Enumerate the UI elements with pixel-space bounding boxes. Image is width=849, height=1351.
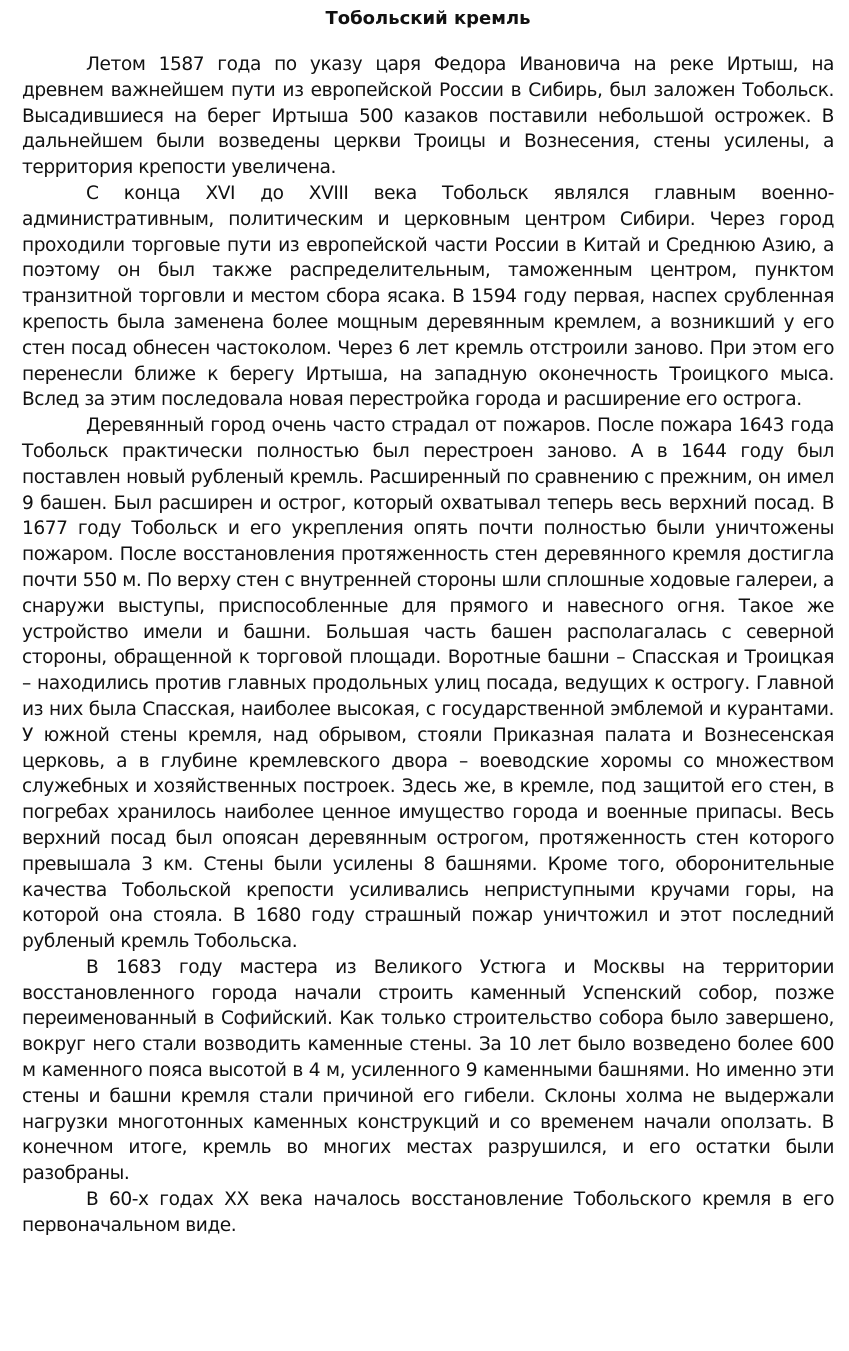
paragraph-founding: Летом 1587 года по указу царя Федора Ивановича на реке Иртыш, на древнем важнейшем пути из европейской России в Сибирь, был заложен Тобольск. Высадившиеся на берег Иртыша 500 казаков поставили небольшой острожек. В дальнейшем были возведены церкви Троицы и Вознесения, стены усилены, а территория крепости увеличена.: [22, 54, 834, 179]
document-page: [22, 6, 834, 1239]
paragraph-restoration: В 60-х годах XX века началось восстановление Тобольского кремля в его первоначальном виде.: [22, 1189, 834, 1236]
page-title: Тобольский кремль: [325, 8, 531, 29]
paragraph-wooden-kremlin: Деревянный город очень часто страдал от пожаров. После пожара 1643 года Тобольск практически полностью был перестроен заново. А в 1644 году был поставлен новый рубленый кремль. Расширенный по сравнению с прежним, он имел 9 башен. Был расширен и острог, который охватывал теперь весь верхний посад. В 1677 году Тобольск и его укрепления опять почти полностью были уничтожены пожаром. После восстановления протяженность стен деревянного кремля достигла почти 550 м. По верху стен с внутренней стороны шли сплошные ходовые галереи, а снаружи выступы, приспособленные для прямого и навесного огня. Такое же устройство имели и башни. Большая часть башен располагалась с северной стороны, обращенной к торговой площади. Воротные башни – Спасская и Троицкая – находились против главных продольных улиц посада, ведущих к острогу. Главной из них была Спасская, наиболее высокая, с государственной эмблемой и курантами. У южной стены кремля, над обрывом, стояли Приказная палата и Вознесенская церковь, а в глубине кремлевского двора – воеводские хоромы со множеством служебных и хозяйственных построек. Здесь же, в кремле, под защитой его стен, в погребах хранилось наиболее ценное имущество города и военные припасы. Весь верхний посад был опоясан деревянным острогом, протяженность стен которого превышала 3 км. Стены были усилены 8 башнями. Кроме того, оборонительные качества Тобольской крепости усиливались неприступными кручами горы, на которой она стояла. В 1680 году страшный пожар уничтожил и этот последний рубленый кремль Тобольска.: [22, 415, 834, 953]
paragraph-stone-kremlin: В 1683 году мастера из Великого Устюга и Москвы на территории восстановленного города начали строить каменный Успенский собор, позже переименованный в Софийский. Как только строительство собора было завершено, вокруг него стали возводить каменные стены. За 10 лет было возведено более 600 м каменного пояса высотой в 4 м, усиленного 9 каменными башнями. Но именно эти стены и башни кремля стали причиной его гибели. Склоны холма не выдержали нагрузки многотонных каменных конструкций и со временем начали оползать. В конечном итоге, кремль во многих местах разрушился, и его остатки были разобраны.: [22, 956, 834, 1185]
paragraph-military-center: С конца XVI до XVIII века Тобольск являлся главным военно-административным, политическим и церковным центром Сибири. Через город проходили торговые пути из европейской части России в Китай и Среднюю Азию, а поэтому он был также распределительным, таможенным центром, пунктом транзитной торговли и местом сбора ясака. В 1594 году первая, наспех срубленная крепость была заменена более мощным деревянным кремлем, а возникший у его стен посад обнесен частоколом. Через 6 лет кремль отстроили заново. При этом его перенесли ближе к берегу Иртыша, на западную оконечность Троицкого мыса. Вслед за этим последовала новая перестройка города и расширение его острога.: [22, 182, 834, 411]
